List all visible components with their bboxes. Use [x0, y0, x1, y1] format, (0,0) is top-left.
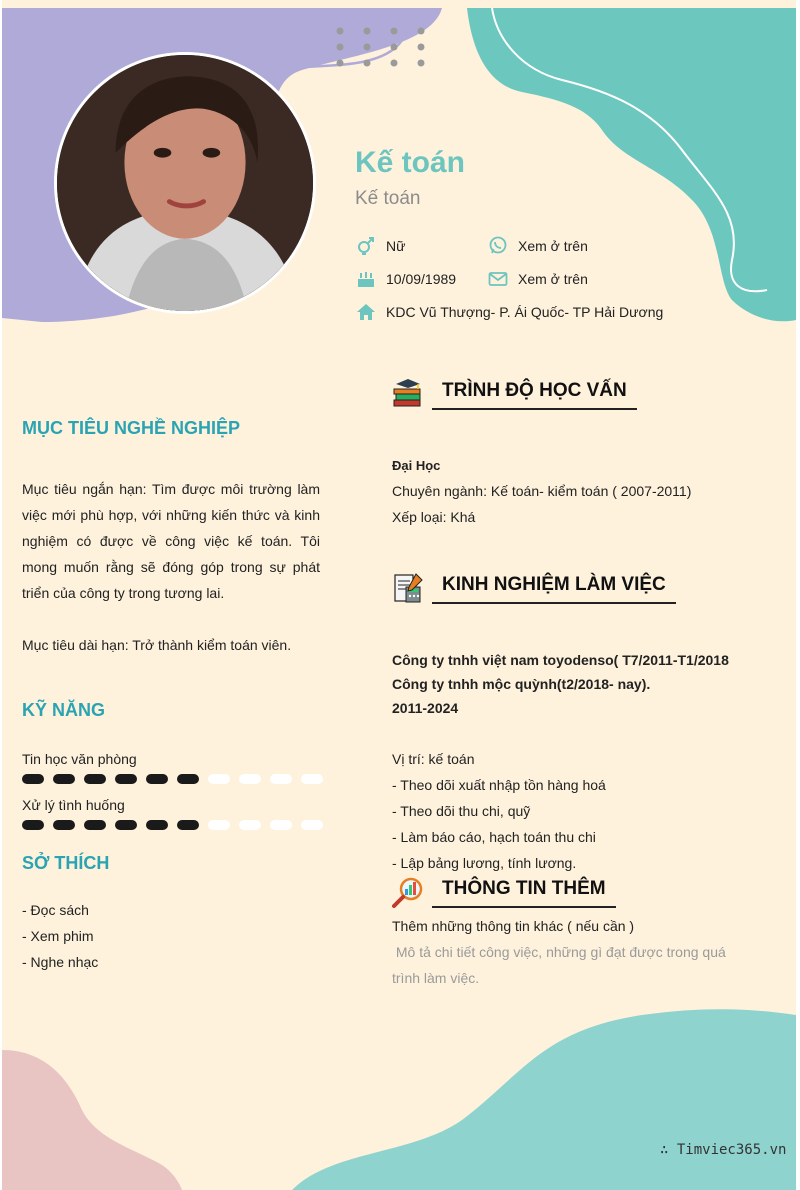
- whatsapp-icon: [487, 236, 509, 256]
- home-icon: [355, 302, 377, 322]
- skill-rating: [22, 820, 323, 830]
- rating-dot-empty: [239, 774, 261, 784]
- rating-dot-filled: [177, 774, 199, 784]
- experience-section-header: [392, 572, 676, 604]
- education-grade: Xếp loại: Khá: [392, 509, 476, 525]
- birthday-row: [355, 269, 456, 289]
- education-heading: TRÌNH ĐỘ HỌC VẤN: [432, 380, 637, 410]
- objective-heading: MỤC TIÊU NGHỀ NGHIỆP: [22, 418, 241, 438]
- rating-dot-filled: [115, 774, 137, 784]
- rating-dot-empty: [301, 820, 323, 830]
- books-icon: [392, 378, 424, 410]
- rating-dot-empty: [270, 774, 292, 784]
- rating-dot-filled: [177, 820, 199, 830]
- list-item: - Nghe nhạc: [22, 954, 99, 970]
- list-item: - Làm báo cáo, hạch toán thu chi: [392, 829, 596, 845]
- address-value: KDC Vũ Thượng- P. Ái Quốc- TP Hải Dương: [386, 304, 664, 320]
- birthday-value: 10/09/1989: [386, 271, 457, 287]
- skill-name: Xử lý tình huống: [22, 797, 125, 813]
- rating-dot-filled: [53, 820, 75, 830]
- experience-heading: KINH NGHIỆM LÀM VIỆC: [432, 574, 676, 604]
- rating-dot-empty: [239, 820, 261, 830]
- cake-icon: [355, 269, 377, 289]
- rating-dot-empty: [208, 774, 230, 784]
- phone-value: Xem ở trên: [518, 238, 588, 254]
- objective-short-term: Mục tiêu ngắn hạn: Tìm được môi trường làm việc mới phù hợp, với những kiến thức và kinh nghiệm có được về công việc kế toán. Tôi mong muốn rằng sẽ đóng góp trong sự phát triển của công ty trong tương lai.: [22, 481, 320, 601]
- rating-dot-empty: [270, 820, 292, 830]
- rating-dot-filled: [22, 774, 44, 784]
- rating-dot-filled: [84, 820, 106, 830]
- gender-icon: [355, 236, 377, 256]
- envelope-icon: [487, 269, 509, 289]
- calculator-icon: [392, 572, 424, 604]
- rating-dot-empty: [208, 820, 230, 830]
- chart-magnifier-icon: [392, 876, 424, 908]
- phone-row: [487, 236, 588, 256]
- watermark: ∴ Timviec365.vn: [660, 1142, 787, 1158]
- extra-description-line: trình làm việc.: [392, 970, 480, 986]
- job-title: Kế toán: [355, 188, 421, 209]
- rating-dot-filled: [115, 820, 137, 830]
- rating-dot-filled: [146, 774, 168, 784]
- rating-dot-filled: [22, 820, 44, 830]
- extra-section-header: [392, 876, 616, 908]
- education-major: Chuyên ngành: Kế toán- kiểm toán ( 2007-2011): [392, 483, 692, 499]
- rating-dot-filled: [146, 820, 168, 830]
- rating-dot-filled: [53, 774, 75, 784]
- hobbies-list: [22, 897, 98, 975]
- gender-row: [355, 236, 405, 256]
- experience-period: 2011-2024: [392, 700, 459, 716]
- email-value: Xem ở trên: [518, 271, 588, 287]
- list-item: - Đọc sách: [22, 902, 89, 918]
- list-item: - Lập bảng lương, tính lương.: [392, 855, 577, 871]
- objective-long-term: Mục tiêu dài hạn: Trở thành kiểm toán viên.: [22, 637, 292, 653]
- extra-info-line: Thêm những thông tin khác ( nếu cần ): [392, 918, 635, 934]
- gender-value: Nữ: [386, 238, 406, 254]
- cv-page: [2, 0, 796, 1190]
- experience-company: Công ty tnhh mộc quỳnh(t2/2018- nay).: [392, 676, 651, 692]
- skills-heading: KỸ NĂNG: [22, 700, 106, 720]
- skill-rating: [22, 774, 323, 784]
- education-section-header: [392, 378, 637, 410]
- address-row: [355, 302, 663, 322]
- list-item: - Theo dõi xuất nhập tồn hàng hoá: [392, 777, 606, 793]
- rating-dot-empty: [301, 774, 323, 784]
- skill-name: Tin học văn phòng: [22, 751, 137, 767]
- email-row: [487, 269, 588, 289]
- experience-company: Công ty tnhh việt nam toyodenso( T7/2011-T1/2018: [392, 652, 729, 668]
- hobbies-heading: SỞ THÍCH: [22, 853, 110, 873]
- list-item: - Xem phim: [22, 928, 94, 944]
- education-school: Đại Học: [392, 458, 441, 473]
- profile-photo: [54, 52, 316, 314]
- extra-heading: THÔNG TIN THÊM: [432, 878, 616, 908]
- rating-dot-filled: [84, 774, 106, 784]
- extra-description-line: Mô tả chi tiết công việc, những gì đạt được trong quá: [392, 944, 726, 960]
- candidate-name: Kế toán: [355, 146, 466, 179]
- list-item: - Theo dõi thu chi, quỹ: [392, 803, 531, 819]
- experience-position: Vị trí: kế toán: [392, 751, 475, 767]
